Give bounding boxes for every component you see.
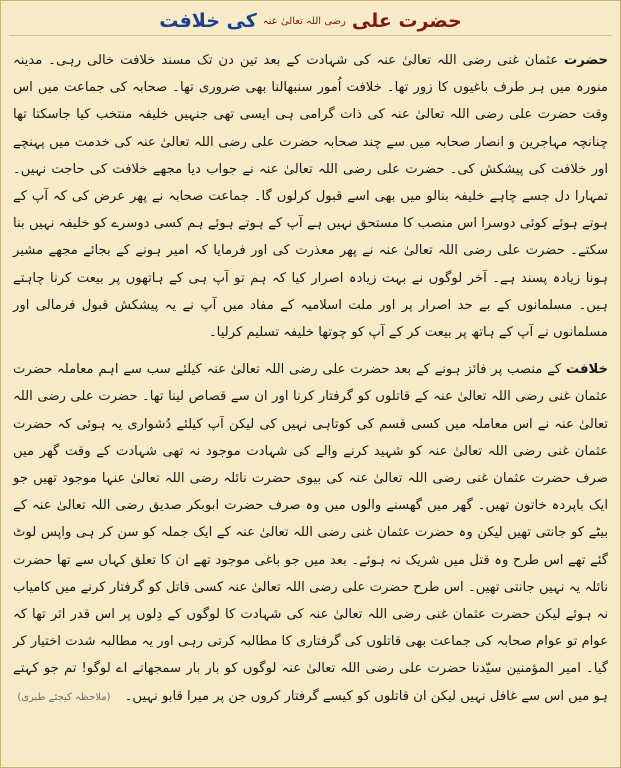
article-title: حضرت علی bbox=[351, 10, 462, 32]
paragraph-2-lead: خلافت bbox=[565, 362, 608, 378]
article-header bbox=[9, 7, 612, 36]
title-honorific: رضی اللہ تعالیٰ عنہ bbox=[262, 15, 346, 27]
paragraph-2 bbox=[13, 356, 608, 711]
paragraph-1-lead: حضرت bbox=[564, 53, 608, 68]
paragraph-1 bbox=[13, 47, 608, 346]
paragraph-1-text: عثمان غنی رضی اللہ تعالیٰ عنہ کی شہادت کے بعد تین دن تک مسند خلافت خالی رہی۔ مدینہ منورہ میں ہر طرف باغیوں کا زور تھا۔ خلافت اُمور سنبھالنا بھی ضروری تھا۔ صحابہ کی جماعت میں اس وقت حضرت علی رضی اللہ تعالیٰ عنہ کی ذات گرامی ہی ایسی تھی جنہیں خلیفہ منتخب کیا جاسکتا تھا چنانچہ مہاجرین و انصار صحابہ میں سے چند صحابہ حضرت علی رضی اللہ تعالیٰ عنہ کی خدمت میں پہنچے اور خلافت کی پیشکش کی۔ حضرت علی رضی اللہ تعالیٰ عنہ نے جواب دیا مجھے خلافت کی حاجت نہیں۔ تمہارا دل جسے چاہے خلیفہ بنالو میں بھی اسے قبول کرلوں گا۔ جماعت صحابہ نے پھر عرض کی کہ آپ کے ہوتے ہوئے کوئی دوسرا اس منصب کا مستحق نہیں ہے آپ کے ہوتے ہوئے ہم کسی دوسرے کو خلیفہ نہیں بنا سکتے۔ حضرت علی رضی اللہ تعالیٰ عنہ نے پھر معذرت کی اور فرمایا کہ امیر ہونے کے بجائے مجھے مشیر ہونا زیادہ پسند ہے۔ آخر لوگوں نے بہت زیادہ اصرار کیا کہ ہم تو آپ ہی کے ہاتھوں پر بیعت کرنا چاہتے ہیں۔ مسلمانوں کے بے حد اصرار پر اور ملت اسلامیہ کے مفاد میں آپ نے یہ پیشکش قبول فرمالی اور مسلمانوں نے آپ کے ہاتھ پر بیعت کر کے آپ کو چوتھا خلیفہ تسلیم کرلیا۔ bbox=[13, 53, 608, 341]
title-suffix: کی خلافت bbox=[159, 10, 257, 32]
article-body bbox=[13, 47, 608, 759]
paragraph-2-text: کے منصب پر فائز ہونے کے بعد حضرت علی رضی اللہ تعالیٰ عنہ کیلئے سب سے اہم معاملہ حضرت عثمان غنی رضی اللہ تعالیٰ عنہ کے قاتلوں کو گرفتار کرنا اور ان سے قصاص لینا تھا۔ حضرت علی رضی اللہ تعالیٰ عنہ نے اس معاملہ میں کسی قسم کی کوتاہی نہیں کی لیکن آپ کیلئے دُشواری یہ ہوئی کہ حضرت عثمان غنی رضی اللہ تعالیٰ عنہ کو شہید کرنے والے کی شہادت موجود نہ تھی شہادت کے وقت گھر میں صرف حضرت عثمان غنی رضی اللہ تعالیٰ عنہ کی بیوی حضرت نائلہ رضی اللہ تعالیٰ عنہا موجود تھیں جو ایک باپردہ خاتون تھیں۔ گھر میں گھسنے والوں میں وہ صرف حضرت ابوبکر صدیق رضی اللہ تعالیٰ عنہ کے بیٹے کو جانتی تھیں لیکن وہ حضرت عثمان غنی رضی اللہ تعالیٰ عنہ کے ایک جملہ کو سن کر ہی واپس لوٹ گئے تھے اس طرح وہ قتل میں شریک نہ ہوئے۔ بعد میں جو باغی موجود تھے ان کا تعلق کہاں سے تھا حضرت نائلہ یہ نہیں جانتی تھیں۔ اس طرح حضرت علی رضی اللہ تعالیٰ عنہ کسی قاتل کو گرفتار کرنے میں کامیاب نہ ہوئے لیکن حضرت عثمان غنی رضی اللہ تعالیٰ عنہ کی شہادت کا لوگوں کے دِلوں پر اس قدر اثر تھا کہ عوام تو عوام صحابہ کی جماعت بھی قاتلوں کی گرفتاری کا مطالبہ کرتی رہی اور یہ مطالبہ شدت اختیار کر گیا۔ امیر المؤمنین سیّدنا حضرت علی رضی اللہ تعالیٰ عنہ لوگوں کو بار بار سمجھاتے اے لوگو! تم جو کہتے ہو میں اس سے غافل نہیں لیکن ان قاتلوں کو کیسے گرفتار کروں جن پر میرا قابو نہیں۔ bbox=[13, 362, 608, 704]
citation: (ملاحظہ کیجئے طبری) bbox=[17, 691, 111, 703]
